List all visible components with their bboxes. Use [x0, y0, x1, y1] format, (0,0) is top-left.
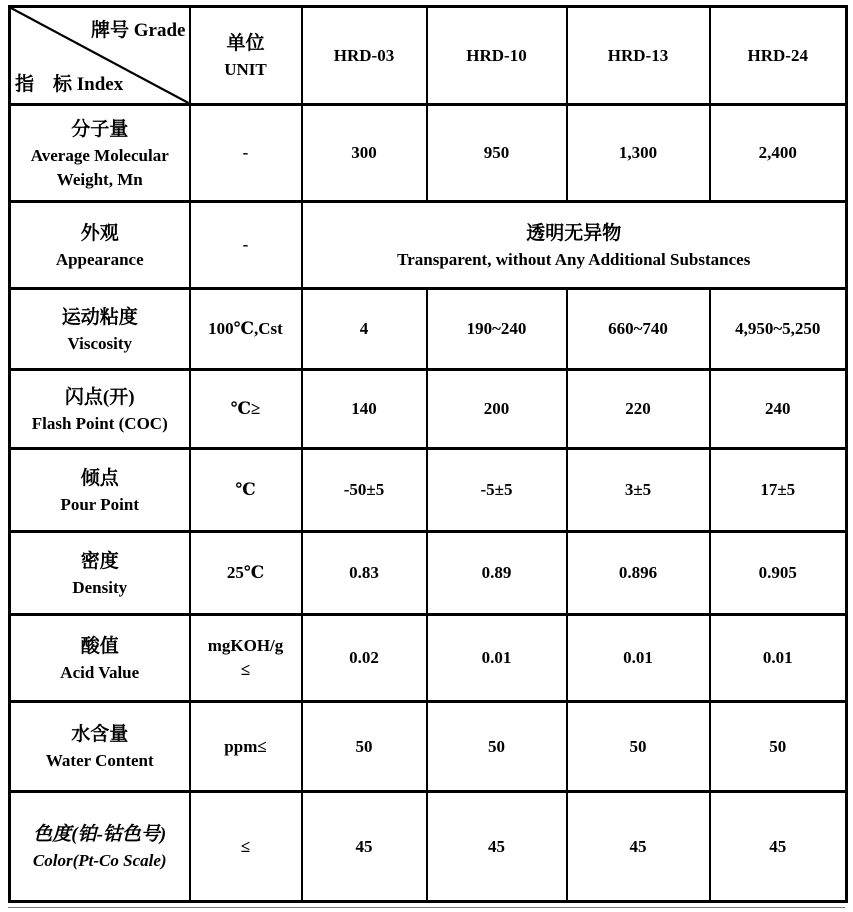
unit-cell: -	[190, 202, 302, 289]
table-bottom-rule	[8, 907, 845, 908]
table-row	[10, 370, 847, 449]
unit-cell: -	[190, 105, 302, 202]
diagonal-header-grade: 牌号 Grade	[91, 20, 186, 41]
unit-line1: mgKOH/g	[207, 636, 284, 655]
unit-line2: ≤	[240, 660, 251, 679]
value-cell: 0.905	[710, 532, 847, 615]
merged-value-zh: 透明无异物	[526, 222, 622, 244]
row-label-zh: 密度	[80, 550, 119, 572]
unit-cell: 100℃,Cst	[190, 289, 302, 370]
row-label-cell	[10, 615, 190, 702]
grade-column-header: HRD-03	[302, 7, 427, 105]
value-cell: 3±5	[567, 449, 710, 532]
header-row	[10, 7, 847, 105]
merged-value-en: Transparent, without Any Additional Substances	[397, 249, 751, 269]
table-row	[10, 105, 847, 202]
row-label-cell	[10, 792, 190, 902]
row-label-cell	[10, 202, 190, 289]
table-row	[10, 615, 847, 702]
unit-cell: ℃	[190, 449, 302, 532]
unit-header-zh: 单位	[226, 33, 265, 54]
row-label-en: Flash Point (COC)	[31, 413, 168, 433]
value-cell: 660~740	[567, 289, 710, 370]
row-label-zh: 运动粘度	[61, 306, 138, 328]
row-label-en: Color(Pt-Co Scale)	[32, 851, 167, 870]
row-label-cell	[10, 289, 190, 370]
row-label-zh: 分子量	[71, 118, 129, 140]
row-label-cell	[10, 702, 190, 792]
value-cell: 4,950~5,250	[710, 289, 847, 370]
merged-value-cell	[302, 202, 847, 289]
value-cell: 0.896	[567, 532, 710, 615]
value-cell: 140	[302, 370, 427, 449]
diagonal-header-index: 指 标 Index	[15, 74, 124, 95]
value-cell: 950	[427, 105, 567, 202]
unit-header-cell	[190, 7, 302, 105]
value-cell: 0.89	[427, 532, 567, 615]
row-label-cell	[10, 370, 190, 449]
value-cell: 0.02	[302, 615, 427, 702]
value-cell: 45	[302, 792, 427, 902]
unit-header-en: UNIT	[224, 60, 267, 79]
table-row	[10, 202, 847, 289]
row-label-zh: 水含量	[71, 724, 129, 745]
value-cell: 0.01	[427, 615, 567, 702]
row-label-zh: 倾点	[80, 467, 119, 489]
grade-column-header: HRD-13	[567, 7, 710, 105]
row-label-zh: 色度(铂-钴色号)	[33, 824, 167, 845]
spec-table	[8, 5, 848, 903]
grade-column-header: HRD-10	[427, 7, 567, 105]
value-cell: -50±5	[302, 449, 427, 532]
value-cell: 240	[710, 370, 847, 449]
table-row	[10, 449, 847, 532]
unit-cell	[190, 615, 302, 702]
value-cell: 50	[567, 702, 710, 792]
value-cell: 4	[302, 289, 427, 370]
diagonal-header-cell	[10, 7, 190, 105]
value-cell: 50	[302, 702, 427, 792]
value-cell: 220	[567, 370, 710, 449]
value-cell: 50	[427, 702, 567, 792]
row-label-en: Acid Value	[60, 662, 140, 682]
row-label-en: Density	[72, 577, 128, 597]
value-cell: 300	[302, 105, 427, 202]
value-cell: 45	[710, 792, 847, 902]
row-label-en: Water Content	[45, 751, 154, 770]
table-row	[10, 532, 847, 615]
value-cell: 200	[427, 370, 567, 449]
unit-cell: ppm≤	[190, 702, 302, 792]
value-cell: 0.01	[567, 615, 710, 702]
value-cell: 0.83	[302, 532, 427, 615]
table-row	[10, 792, 847, 902]
unit-cell: 25℃	[190, 532, 302, 615]
row-label-en: Viscosity	[67, 333, 133, 353]
value-cell: 45	[567, 792, 710, 902]
value-cell: 1,300	[567, 105, 710, 202]
grade-column-header: HRD-24	[710, 7, 847, 105]
row-label-en: Pour Point	[60, 494, 140, 514]
row-label-zh: 酸值	[80, 635, 119, 657]
value-cell: 2,400	[710, 105, 847, 202]
row-label-cell	[10, 105, 190, 202]
value-cell: -5±5	[427, 449, 567, 532]
row-label-cell	[10, 532, 190, 615]
row-label-zh: 闪点(开)	[64, 386, 135, 408]
row-label-zh: 外观	[80, 222, 119, 244]
table-row	[10, 289, 847, 370]
row-label-en: Appearance	[55, 249, 144, 269]
value-cell: 45	[427, 792, 567, 902]
value-cell: 17±5	[710, 449, 847, 532]
unit-cell: ℃≥	[190, 370, 302, 449]
row-label-cell	[10, 449, 190, 532]
table-row	[10, 702, 847, 792]
value-cell: 0.01	[710, 615, 847, 702]
unit-cell: ≤	[190, 792, 302, 902]
value-cell: 50	[710, 702, 847, 792]
row-label-en: Average Molecular Weight, Mn	[30, 145, 169, 189]
value-cell: 190~240	[427, 289, 567, 370]
